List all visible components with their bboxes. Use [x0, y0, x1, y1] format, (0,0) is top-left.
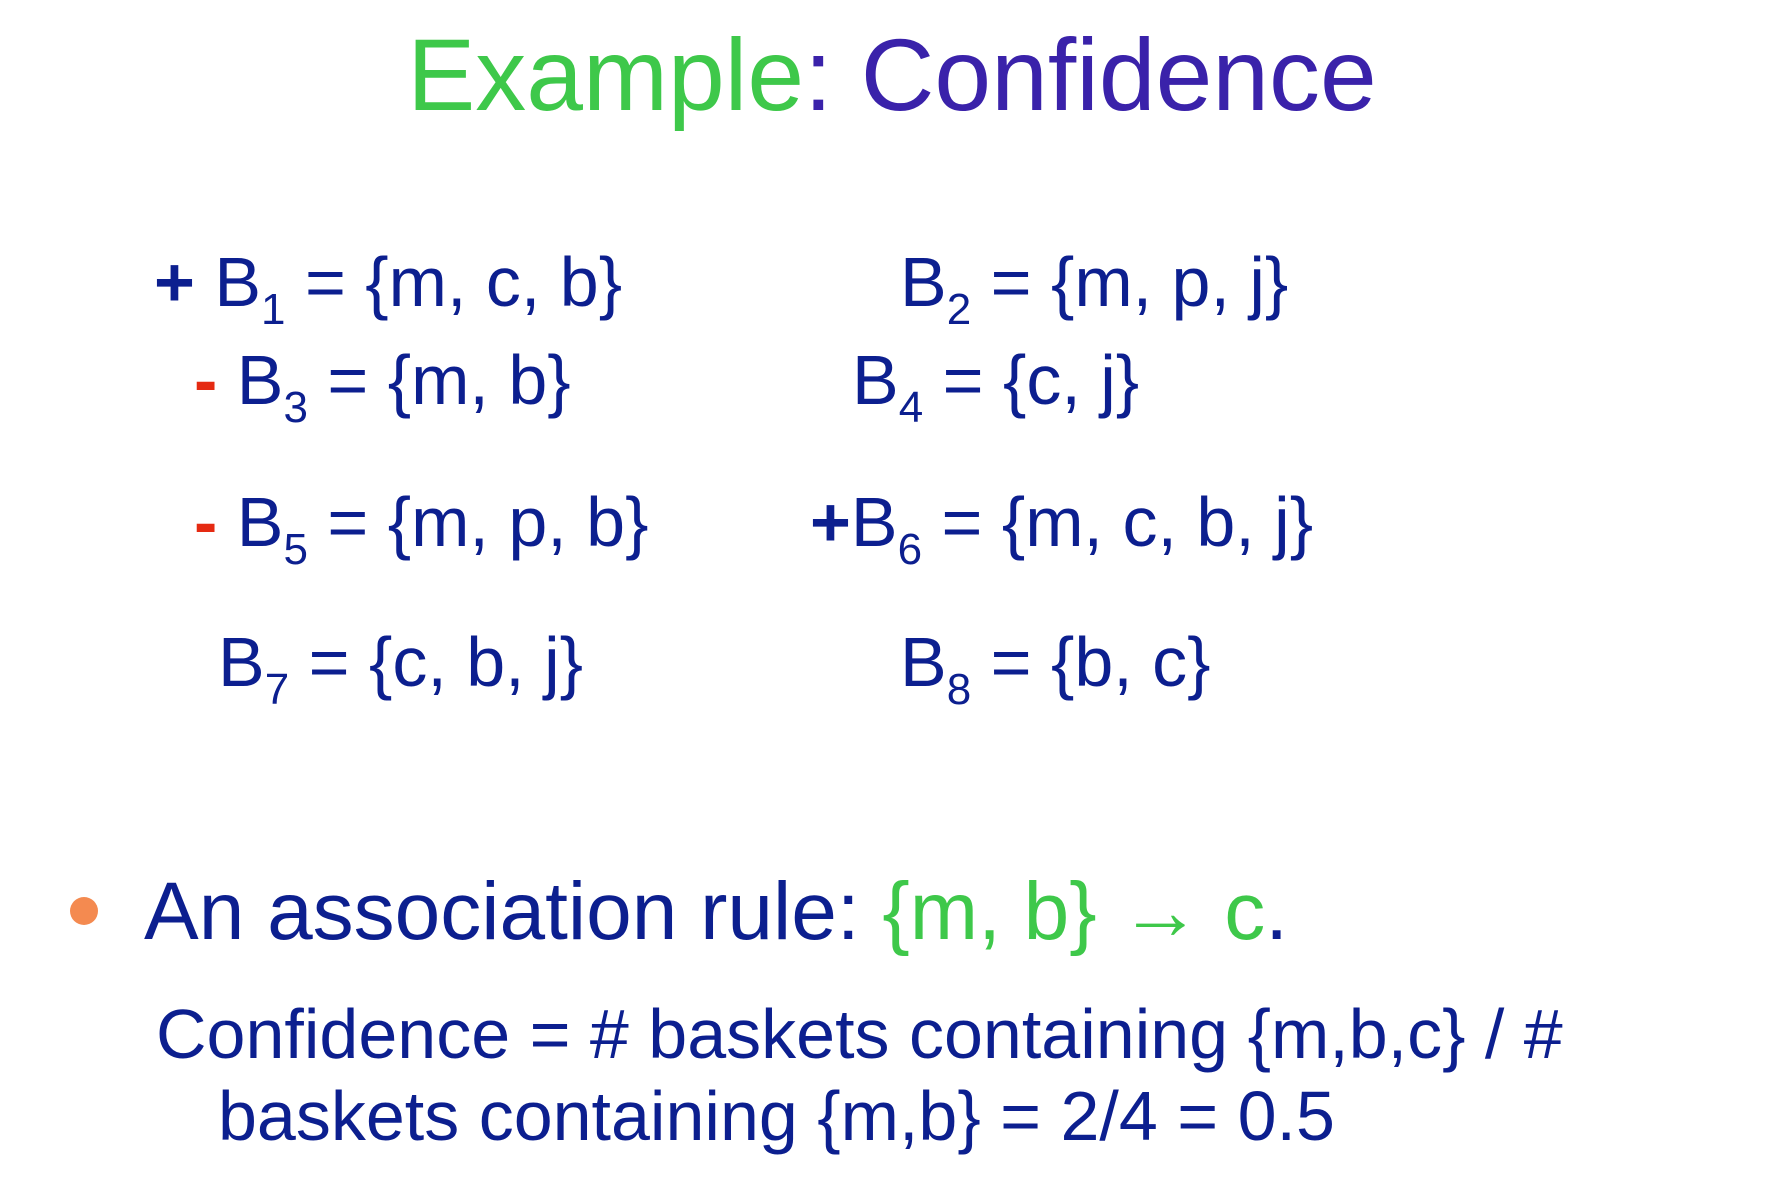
rule-suffix: .	[1265, 866, 1289, 957]
plus-mark: +	[154, 243, 195, 321]
basket-set: = {m, b}	[307, 341, 571, 419]
basket-b2	[900, 242, 1289, 334]
basket-set: = {m, c, b}	[285, 243, 623, 321]
basket-index: 8	[946, 665, 972, 714]
basket-set: = {m, c, b, j}	[922, 483, 1314, 561]
minus-mark: -	[194, 341, 218, 419]
basket-b8	[900, 622, 1211, 714]
basket-letter: B	[900, 623, 947, 701]
basket-b4	[852, 340, 1140, 432]
basket-index: 1	[261, 285, 286, 334]
basket-letter: B	[236, 341, 284, 419]
basket-b1	[154, 242, 623, 334]
basket-letter: B	[852, 341, 899, 419]
basket-index: 3	[283, 383, 308, 432]
basket-b3	[194, 340, 571, 432]
basket-index: 7	[264, 665, 290, 714]
minus-mark: -	[194, 483, 218, 561]
basket-b7	[218, 622, 583, 714]
basket-index: 5	[283, 525, 308, 574]
slide-title	[0, 10, 1784, 140]
confidence-line-1: Confidence = # baskets containing {m,b,c} / #	[156, 995, 1563, 1073]
basket-index: 6	[897, 525, 923, 574]
basket-b5	[194, 482, 649, 574]
basket-index: 4	[898, 383, 924, 432]
rule-expression: {m, b} → c	[882, 866, 1266, 957]
bullet-dot-icon	[70, 897, 98, 925]
title-example: Example	[407, 18, 805, 132]
basket-letter: B	[218, 623, 265, 701]
basket-letter: B	[850, 483, 898, 561]
confidence-line-2: baskets containing {m,b} = 2/4 = 0.5	[218, 1077, 1335, 1155]
title-confidence: : Confidence	[804, 18, 1377, 132]
basket-b6	[810, 482, 1314, 574]
rule-prefix: An association rule:	[144, 866, 883, 957]
basket-index: 2	[946, 285, 972, 334]
basket-set: = {m, p, j}	[971, 243, 1289, 321]
basket-set: = {c, j}	[923, 341, 1140, 419]
basket-set: = {c, b, j}	[289, 623, 583, 701]
association-rule-line	[144, 862, 1288, 962]
basket-letter: B	[236, 483, 284, 561]
basket-letter: B	[900, 243, 947, 321]
basket-set: = {b, c}	[971, 623, 1211, 701]
plus-mark: +	[810, 483, 851, 561]
basket-letter: B	[214, 243, 262, 321]
basket-set: = {m, p, b}	[307, 483, 649, 561]
